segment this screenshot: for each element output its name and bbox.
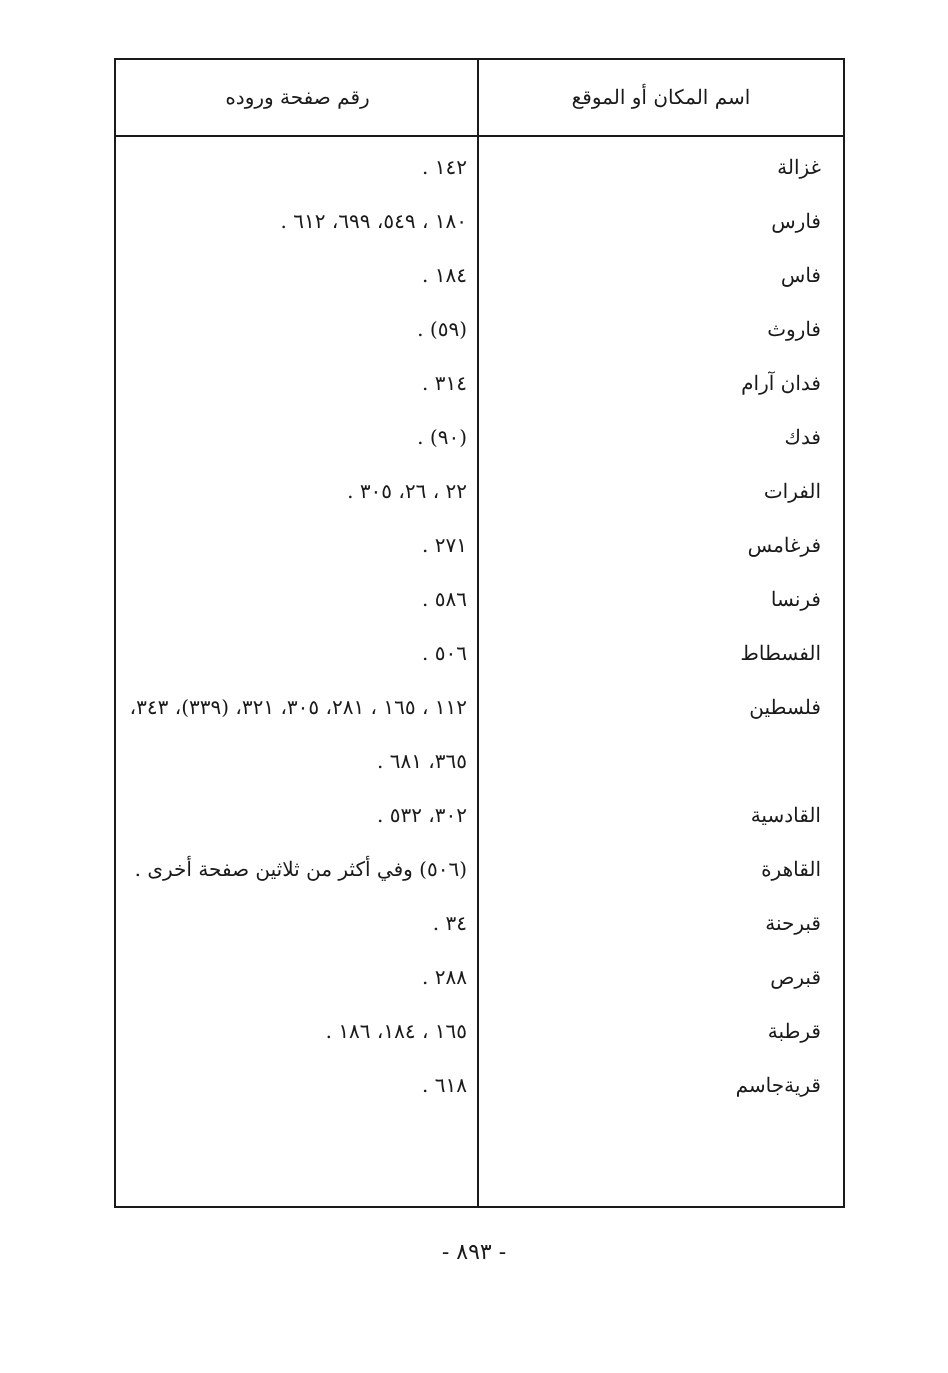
place-name: فرغامس	[747, 533, 821, 557]
page-refs: ٢٨٨ .	[422, 965, 467, 989]
table-row	[116, 842, 843, 896]
place-name: فرنسا	[770, 587, 821, 611]
table-row	[116, 302, 843, 356]
page-refs: ٣٤ .	[432, 911, 467, 935]
place-name: فارس	[771, 209, 821, 233]
page-refs: ١١٢ ، ١٦٥ ، ٢٨١، ٣٠٥، ٣٢١، (٣٣٩)، ٣٤٣، ٣٦٥، ٦٨١ .	[129, 695, 467, 773]
place-name: قرطبة	[767, 1019, 821, 1043]
page-refs: (٩٠) .	[417, 425, 467, 449]
table-row	[116, 518, 843, 572]
table-row	[116, 572, 843, 626]
page-refs: (٥٩) .	[417, 317, 467, 341]
table-row	[116, 788, 843, 842]
table-row	[116, 356, 843, 410]
page-refs: ١٨٠ ، ٥٤٩، ٦٩٩، ٦١٢ .	[280, 209, 467, 233]
table-row	[116, 410, 843, 464]
place-name: فدك	[784, 425, 821, 449]
page-refs: ٢٢ ، ٢٦، ٣٠٥ .	[347, 479, 467, 503]
table-row	[116, 194, 843, 248]
index-table	[114, 58, 845, 1208]
page-refs: ٦١٨ .	[422, 1073, 467, 1097]
index-rows	[116, 137, 843, 1112]
page-refs: ٥٠٦ .	[422, 641, 467, 665]
page-refs: ٢٧١ .	[422, 533, 467, 557]
table-row	[116, 1058, 843, 1112]
place-name: غزالة	[777, 155, 821, 179]
page-refs: ١٨٤ .	[422, 263, 467, 287]
table-row	[116, 680, 843, 788]
header-page-numbers: رقم صفحة وروده	[225, 85, 370, 109]
place-name: الفرات	[763, 479, 821, 503]
table-row	[116, 248, 843, 302]
table-row	[116, 950, 843, 1004]
header-place-name: اسم المكان أو الموقع	[571, 85, 751, 109]
place-name: قبرحنة	[765, 911, 821, 935]
page-refs: ٣٠٢، ٥٣٢ .	[377, 803, 467, 827]
place-name: فاروث	[767, 317, 821, 341]
page-refs: ١٦٥ ، ١٨٤، ١٨٦ .	[325, 1019, 467, 1043]
place-name: القادسية	[750, 803, 821, 827]
page-refs: ٣١٤ .	[422, 371, 467, 395]
page-number: - ٨٩٣ -	[441, 1240, 507, 1265]
table-row	[116, 626, 843, 680]
place-name: القاهرة	[761, 857, 821, 881]
table-row	[116, 464, 843, 518]
table-row	[116, 137, 843, 194]
page-refs: ١٤٢ .	[422, 155, 467, 179]
page-refs: (٥٠٦) وفي أكثر من ثلاثين صفحة أخرى .	[134, 857, 467, 881]
place-name: قريةجاسم	[735, 1073, 821, 1097]
table-row	[116, 1004, 843, 1058]
place-name: قبرص	[770, 965, 821, 989]
page-refs: ٥٨٦ .	[422, 587, 467, 611]
place-name: الفسطاط	[740, 641, 821, 665]
place-name: فاس	[780, 263, 821, 287]
place-name: فدان آرام	[741, 371, 821, 395]
table-row	[116, 896, 843, 950]
place-name: فلسطين	[749, 695, 821, 719]
